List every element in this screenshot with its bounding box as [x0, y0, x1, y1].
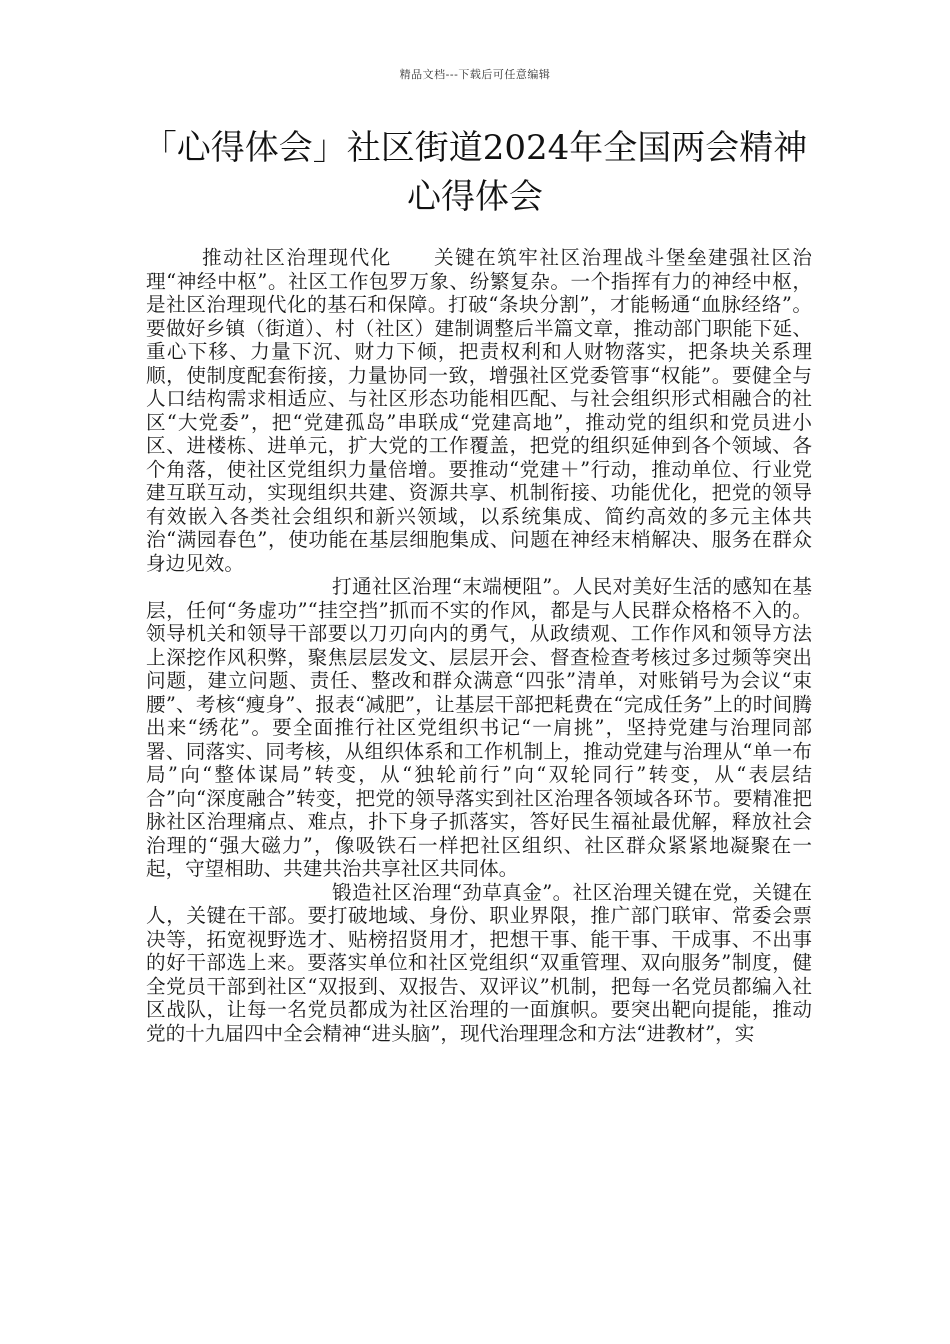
document-body — [146, 246, 812, 1045]
paragraph-3: 锻造社区治理“劲草真金”。社区治理关键在党，关键在人，关键在干部。要打破地域、身份、职业界限，推广部门联审、常委会票决等，拓宽视野选才、贴榜招贤用才，把想干事、能干事、干成事、不出事的好干部选上来。要落实单位和社区党组织“双重管理、双向服务”制度，健全党员干部到社区“双报到、双报告、双评议”机制，把每一名党员都编入社区战队，让每一名党员都成为社区治理的一面旗帜。要突出靶向提能，推动党的十九届四中全会精神“进头脑”，现代治理理念和方法“进教材”，实 — [146, 880, 812, 1045]
header-note: 精品文档---下载后可任意编辑 — [399, 68, 551, 81]
paragraph-2: 打通社区治理“末端梗阻”。人民对美好生活的感知在基层，任何“务虚功”“挂空挡”抓而不实的作风，都是与人民群众格格不入的。领导机关和领导干部要以刀刃向内的勇气，从政绩观、工作作风和领导方法上深挖作风积弊，聚焦层层发文、层层开会、督查检查考核过多过频等突出问题，建立问题、责任、整改和群众满意“四张”清单，对账销号为会议“束腰”、考核“瘦身”、报表“减肥”，让基层干部把耗费在“完成任务”上的时间腾出来“绣花”。要全面推行社区党组织书记“一肩挑”，坚持党建与治理同部署、同落实、同考核，从组织体系和工作机制上，推动党建与治理从“单一布局”向“整体谋局”转变，从“独轮前行”向“双轮同行”转变，从“表层结合”向“深度融合”转变，把党的领导落实到社区治理各领域各环节。要精准把脉社区治理痛点、难点，扑下身子抓落实，答好民生福祉最优解，释放社会治理的“强大磁力”，像吸铁石一样把社区组织、社区群众紧紧地凝聚在一起，守望相助、共建共治共享社区共同体。 — [146, 575, 812, 880]
paragraph-1: 推动社区治理现代化 关键在筑牢社区治理战斗堡垒建强社区治理“神经中枢”。社区工作包罗万象、纷繁复杂。一个指挥有力的神经中枢，是社区治理现代化的基石和保障。打破“条块分割”，才能畅通“血脉经络”。要做好乡镇（街道）、村（社区）建制调整后半篇文章，推动部门职能下延、重心下移、力量下沉、财力下倾，把责权利和人财物落实，把条块关系理顺，使制度配套衔接，力量协同一致，增强社区党委管事“权能”。要健全与人口结构需求相适应、与社区形态功能相匹配、与社会组织形式相融合的社区“大党委”，把“党建孤岛”串联成“党建高地”，推动党的组织和党员进小区、进楼栋、进单元，扩大党的工作覆盖，把党的组织延伸到各个领域、各个角落，使社区党组织力量倍增。要推动“党建＋”行动，推动单位、行业党建互联互动，实现组织共建、资源共享、机制衔接、功能优化，把党的领导有效嵌入各类社会组织和新兴领域，以系统集成、简约高效的多元主体共治“满园春色”，使功能在基层细胞集成、问题在神经末梢解决、服务在群众身边见效。 — [146, 246, 812, 575]
document-title: 「心得体会」社区街道2024年全国两会精神心得体会 — [142, 128, 808, 217]
